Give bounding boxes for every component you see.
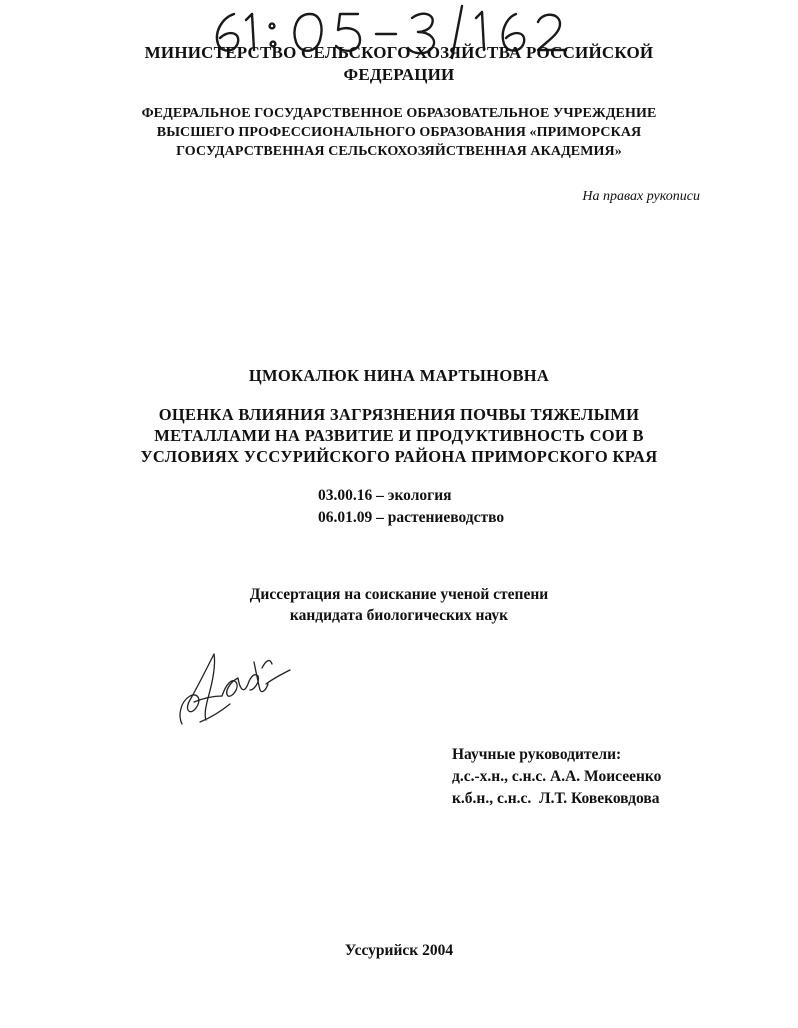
dissertation-title bbox=[0, 404, 798, 467]
ministry-line: ФЕДЕРАЦИИ bbox=[343, 65, 455, 84]
city-year: Уссурийск 2004 bbox=[344, 942, 454, 959]
title-line: ОЦЕНКА ВЛИЯНИЯ ЗАГРЯЗНЕНИЯ ПОЧВЫ ТЯЖЕЛЫМИ bbox=[158, 405, 640, 424]
institution-line: ФЕДЕРАЛЬНОЕ ГОСУДАРСТВЕННОЕ ОБРАЗОВАТЕЛЬНОЕ УЧРЕЖДЕНИЕ bbox=[141, 106, 657, 121]
advisors-heading: Научные руководители: bbox=[452, 746, 622, 763]
institution-line: ГОСУДАРСТВЕННАЯ СЕЛЬСКОХОЗЯЙСТВЕННАЯ АКАДЕМИЯ» bbox=[176, 144, 622, 159]
handwritten-signature bbox=[170, 632, 295, 732]
author-name: ЦМОКАЛЮК НИНА МАРТЫНОВНА bbox=[248, 366, 550, 385]
scientific-advisors bbox=[452, 744, 661, 810]
advisor-line: к.б.н., с.н.с. Л.Т. Ковековдова bbox=[452, 790, 660, 807]
institution-heading bbox=[0, 104, 798, 161]
specialty-line: 06.01.09 – растениеводство bbox=[318, 509, 505, 526]
specialty-codes bbox=[318, 485, 504, 529]
title-line: УСЛОВИЯХ УССУРИЙСКОГО РАЙОНА ПРИМОРСКОГО КРАЯ bbox=[140, 447, 658, 466]
degree-line: Диссертация на соискание ученой степени bbox=[249, 586, 549, 603]
ministry-heading bbox=[0, 42, 798, 86]
degree-statement bbox=[0, 584, 798, 626]
specialty-line: 03.00.16 – экология bbox=[318, 487, 452, 504]
manuscript-rights-note: На правах рукописи bbox=[582, 189, 700, 204]
advisor-line: д.с.-х.н., с.н.с. А.А. Моисеенко bbox=[452, 768, 662, 785]
title-line: МЕТАЛЛАМИ НА РАЗВИТИЕ И ПРОДУКТИВНОСТЬ СОИ В bbox=[154, 426, 644, 445]
degree-line: кандидата биологических наук bbox=[289, 607, 509, 624]
institution-line: ВЫСШЕГО ПРОФЕССИОНАЛЬНОГО ОБРАЗОВАНИЯ «ПРИМОРСКАЯ bbox=[156, 125, 642, 140]
ministry-line: МИНИСТЕРСТВО СЕЛЬСКОГО ХОЗЯЙСТВА РОССИЙСКОЙ bbox=[144, 43, 654, 62]
